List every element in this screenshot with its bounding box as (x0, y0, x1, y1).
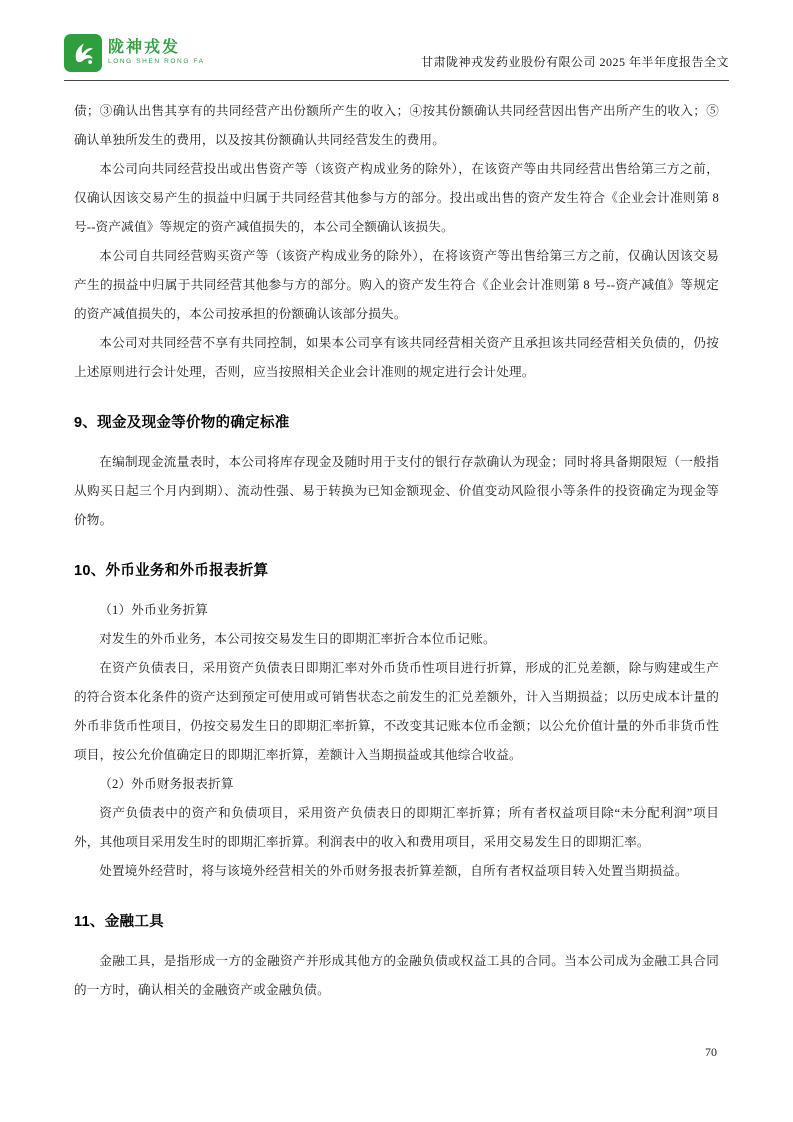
logo-name-en: LONG SHEN RONG FA (108, 58, 205, 66)
paragraph: （2）外币财务报表折算 (99, 777, 234, 791)
page-header (64, 34, 729, 81)
paragraph: 本公司对共同经营不享有共同控制，如果本公司享有该共同经营相关资产且承担该共同经营相关负债的，仍按上述原则进行会计处理，否则，应当按照相关企业会计准则的规定进行会计处理。 (74, 336, 719, 379)
section-heading: 11、金融工具 (74, 914, 164, 930)
section-heading: 10、外币业务和外币报表折算 (74, 563, 269, 579)
paragraph: 本公司自共同经营购买资产等（该资产构成业务的除外），在将该资产等出售给第三方之前，仅确认因该交易产生的损益中归属于共同经营其他参与方的部分。购入的资产发生符合《企业会计准则第 8 号--资产减值》等规定的资产减值损失的，本公司按承担的份额确认该部分损失。 (74, 249, 719, 321)
logo-icon (64, 34, 102, 72)
paragraph: （1）外币业务折算 (99, 603, 209, 617)
paragraph: 在资产负债表日，采用资产负债表日即期汇率对外币货币性项目进行折算，形成的汇兑差额，除与购建或生产的符合资本化条件的资产达到预定可使用或可销售状态之前发生的汇兑差额外，计入当期损益；以历史成本计量的外币非货币性项目，仍按交易发生日的即期汇率折算，不改变其记账本位币金额；以公允价值计量的外币非货币性项目，按公允价值确定日的即期汇率折算，差额计入当期损益或其他综合收益。 (74, 661, 719, 762)
document-body (64, 81, 729, 1005)
report-header-title: 甘肃陇神戎发药业股份有限公司 2025 年半年度报告全文 (420, 55, 729, 69)
page-number: 70 (705, 1045, 717, 1059)
company-logo (64, 34, 205, 72)
section-heading: 9、现金及现金等价物的确定标准 (74, 415, 290, 431)
paragraph: 本公司向共同经营投出或出售资产等（该资产构成业务的除外），在该资产等由共同经营出售给第三方之前，仅确认因该交易产生的损益中归属于共同经营其他参与方的部分。投出或出售的资产发生符合《企业会计准则第 8 号--资产减值》等规定的资产减值损失的，本公司全额确认该损失。 (74, 162, 719, 234)
paragraph: 对发生的外币业务，本公司按交易发生日的即期汇率折合本位币记账。 (99, 632, 496, 646)
logo-name-cn: 陇神戎发 (108, 39, 181, 57)
logo-text (108, 40, 205, 66)
paragraph: 金融工具，是指形成一方的金融资产并形成其他方的金融负债或权益工具的合同。当本公司成为金融工具合同的一方时，确认相关的金融资产或金融负债。 (74, 954, 719, 997)
paragraph: 债；③确认出售其享有的共同经营产出份额所产生的收入；④按其份额确认共同经营因出售产出所产生的收入；⑤确认单独所发生的费用，以及按其份额确认共同经营发生的费用。 (74, 104, 719, 147)
paragraph: 资产负债表中的资产和负债项目，采用资产负债表日的即期汇率折算；所有者权益项目除“未分配利润”项目外，其他项目采用发生时的即期汇率折算。利润表中的收入和费用项目，采用交易发生日的即期汇率。 (74, 806, 719, 849)
paragraph: 处置境外经营时，将与该境外经营相关的外币财务报表折算差额，自所有者权益项目转入处置当期损益。 (99, 864, 688, 878)
paragraph: 在编制现金流量表时，本公司将库存现金及随时用于支付的银行存款确认为现金；同时将具备期限短（一般指从购买日起三个月内到期）、流动性强、易于转换为已知金额现金、价值变动风险很小等条件的投资确定为现金等价物。 (74, 455, 719, 527)
